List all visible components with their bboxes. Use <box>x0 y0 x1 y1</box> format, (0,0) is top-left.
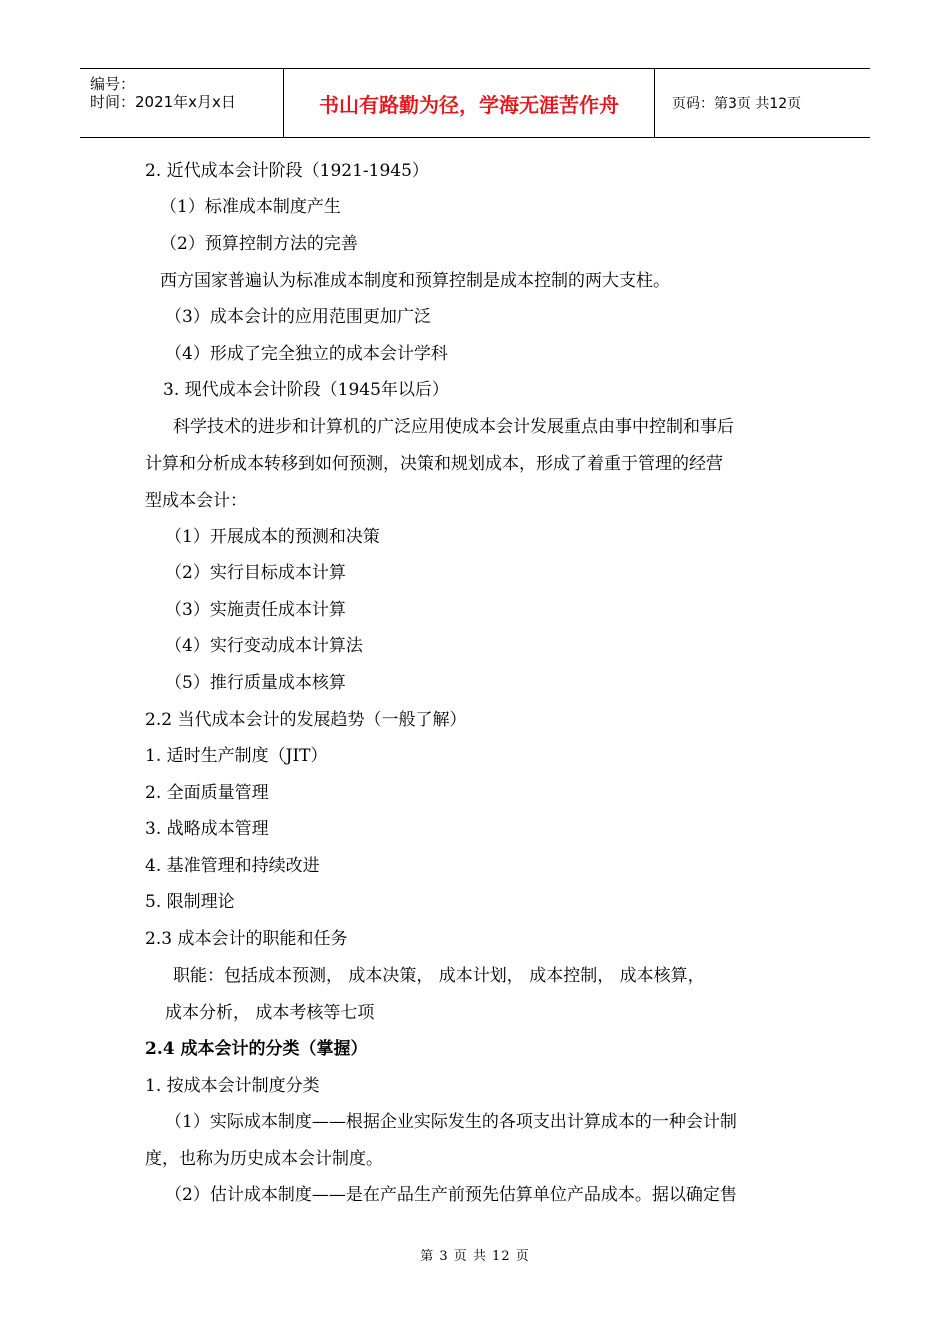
header-motto: 书山有路勤为径，学海无涯苦作舟 <box>284 69 655 137</box>
body-line: 科学技术的进步和计算机的广泛应用使成本会计发展重点由事中控制和事后 <box>173 417 734 437</box>
body-line: （3）实施责任成本计算 <box>165 600 346 620</box>
code-label: 编号： <box>90 75 136 93</box>
body-line: 成本分析， 成本考核等七项 <box>165 1003 375 1023</box>
section-heading-bold: 2.4 成本会计的分类（掌握） <box>145 1039 368 1059</box>
page-info-text: 页码：第3页 共12页 <box>672 96 802 112</box>
body-line: （4）实行变动成本计算法 <box>165 636 363 656</box>
header-page-info <box>664 69 870 137</box>
body-line: （5）推行质量成本核算 <box>165 673 346 693</box>
body-line: （4）形成了完全独立的成本会计学科 <box>165 344 448 364</box>
body-line: 4. 基准管理和持续改进 <box>145 856 320 876</box>
header-meta-cell <box>80 69 284 137</box>
body-line: （2）估计成本制度——是在产品生产前预先估算单位产品成本。据以确定售 <box>165 1185 737 1205</box>
header-table <box>80 68 870 138</box>
body-line: （1）标准成本制度产生 <box>160 197 341 217</box>
body-line: 3. 现代成本会计阶段（1945年以后） <box>163 380 449 400</box>
section-heading: 2.2 当代成本会计的发展趋势（一般了解） <box>145 710 467 730</box>
body-line: （2）预算控制方法的完善 <box>160 234 358 254</box>
body-line: （1）实际成本制度——根据企业实际发生的各项支出计算成本的一种会计制 <box>165 1112 737 1132</box>
body-line: （1）开展成本的预测和决策 <box>165 527 380 547</box>
body-line: 型成本会计： <box>145 491 247 511</box>
body-line: 5. 限制理论 <box>145 892 235 912</box>
body-line: 2. 全面质量管理 <box>145 783 269 803</box>
section-heading: 2.3 成本会计的职能和任务 <box>145 929 348 949</box>
body-line: 计算和分析成本转移到如何预测，决策和规划成本，形成了着重于管理的经营 <box>145 454 723 474</box>
body-line: 3. 战略成本管理 <box>145 819 269 839</box>
body-line: （3）成本会计的应用范围更加广泛 <box>165 307 431 327</box>
body-line: 1. 适时生产制度（JIT） <box>145 746 328 766</box>
body-line: 西方国家普遍认为标准成本制度和预算控制是成本控制的两大支柱。 <box>160 271 670 291</box>
page-footer: 第 3 页 共 12 页 <box>420 1249 530 1264</box>
body-line: 职能：包括成本预测， 成本决策， 成本计划， 成本控制， 成本核算， <box>173 966 705 986</box>
body-line: 2. 近代成本会计阶段（1921-1945） <box>145 161 429 181</box>
date-label: 时间：2021年x月x日 <box>90 93 236 111</box>
body-line: 1. 按成本会计制度分类 <box>145 1076 320 1096</box>
body-line: 度，也称为历史成本会计制度。 <box>145 1149 383 1169</box>
body-line: （2）实行目标成本计算 <box>165 563 346 583</box>
